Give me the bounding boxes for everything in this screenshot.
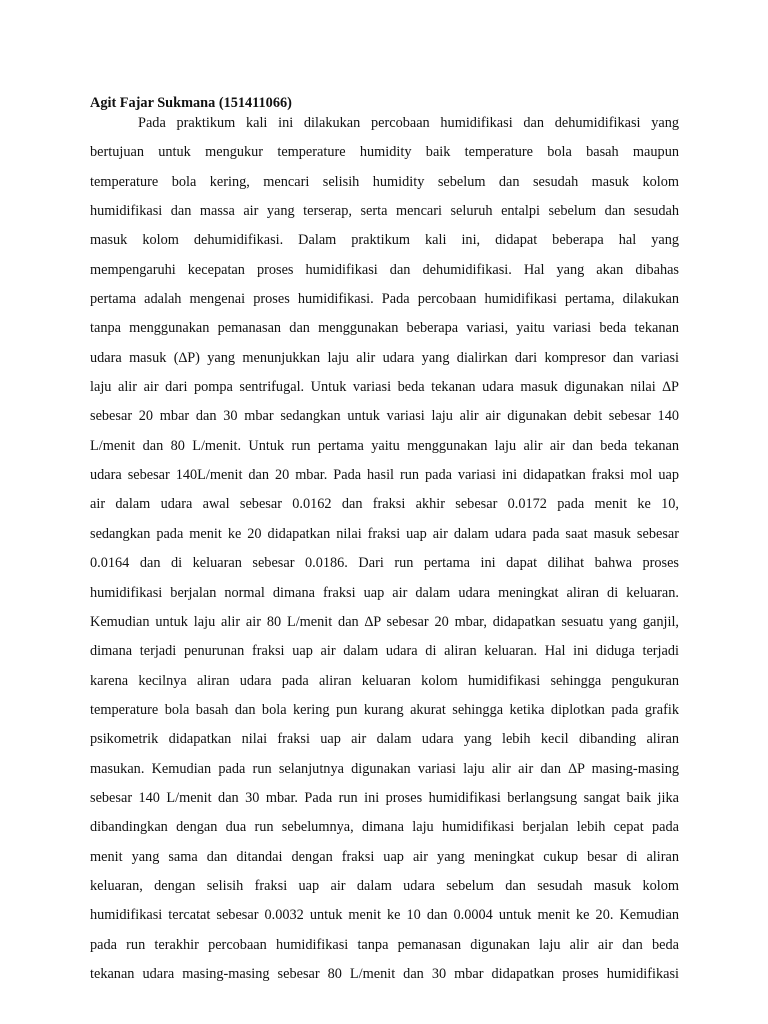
paragraph-line: udara masuk (∆P) yang menunjukkan laju alir udara yang dialirkan dari kompresor dan variasi <box>90 349 679 366</box>
paragraph-line: Kemudian untuk laju alir air 80 L/menit dan ∆P sebesar 20 mbar, didapatkan sesuatu yang ganjil, <box>90 613 679 630</box>
paragraph-line: laju alir air dari pompa sentrifugal. Untuk variasi beda tekanan udara masuk digunakan nilai ∆P <box>90 379 679 396</box>
paragraph-line: tanpa menggunakan pemanasan dan menggunakan beberapa variasi, yaitu variasi beda tekanan <box>90 320 679 337</box>
paragraph-line: sebesar 140 L/menit dan 30 mbar. Pada run ini proses humidifikasi berlangsung sangat baik jika <box>90 789 679 806</box>
paragraph-line: dibandingkan dengan dua run sebelumnya, dimana laju humidifikasi berjalan lebih cepat pada <box>90 819 679 836</box>
paragraph-line: temperature bola kering, mencari selisih humidity sebelum dan sesudah masuk kolom <box>90 173 679 190</box>
paragraph-line: humidifikasi berjalan normal dimana fraksi uap air dalam udara meningkat aliran di keluaran. <box>90 584 679 601</box>
paragraph-line: 0.0164 dan di keluaran sebesar 0.0186. Dari run pertama ini dapat dilihat bahwa proses <box>90 555 679 572</box>
paragraph-line: masuk kolom dehumidifikasi. Dalam praktikum kali ini, didapat beberapa hal yang <box>90 232 679 249</box>
paragraph-line: menit yang sama dan ditandai dengan fraksi uap air yang meningkat cukup besar di aliran <box>90 848 679 865</box>
paragraph-line: humidifikasi tercatat sebesar 0.0032 untuk menit ke 10 dan 0.0004 untuk menit ke 20. Kemudian <box>90 907 679 924</box>
paragraph-line: temperature bola basah dan bola kering pun kurang akurat sehingga ketika diplotkan pada grafik <box>90 701 679 718</box>
paragraph-line: mempengaruhi kecepatan proses humidifikasi dan dehumidifikasi. Hal yang akan dibahas <box>90 261 679 278</box>
paragraph-line: air dalam udara awal sebesar 0.0162 dan fraksi akhir sebesar 0.0172 pada menit ke 10, <box>90 496 679 513</box>
paragraph-line: psikometrik didapatkan nilai fraksi uap air dalam udara yang lebih kecil dibanding aliran <box>90 731 679 748</box>
paragraph-line: masukan. Kemudian pada run selanjutnya digunakan variasi laju alir air dan ∆P masing-masing <box>90 760 679 777</box>
paragraph-line: bertujuan untuk mengukur temperature humidity baik temperature bola basah maupun <box>90 144 679 161</box>
paragraph-line: humidifikasi dan massa air yang terserap, serta mencari seluruh entalpi sebelum dan sesudah <box>90 203 679 220</box>
paragraph-line: pertama adalah mengenai proses humidifikasi. Pada percobaan humidifikasi pertama, dilakukan <box>90 291 679 308</box>
paragraph-line: tekanan udara masing-masing sebesar 80 L/menit dan 30 mbar didapatkan proses humidifikasi <box>90 965 679 982</box>
paragraph-line: dimana terjadi penurunan fraksi uap air dalam udara di aliran keluaran. Hal ini diduga terjadi <box>90 643 679 660</box>
paragraph-line: udara sebesar 140L/menit dan 20 mbar. Pada hasil run pada variasi ini didapatkan fraksi mol uap <box>90 467 679 484</box>
body-paragraph <box>90 113 679 993</box>
paragraph-line: Pada praktikum kali ini dilakukan percobaan humidifikasi dan dehumidifikasi yang <box>138 115 679 131</box>
paragraph-line: L/menit dan 80 L/menit. Untuk run pertama yaitu menggunakan laju alir air dan beda tekanan <box>90 437 679 454</box>
paragraph-line: karena kecilnya aliran udara pada aliran keluaran kolom humidifikasi sehingga pengukuran <box>90 672 679 689</box>
paragraph-line: sebesar 20 mbar dan 30 mbar sedangkan untuk variasi laju alir air digunakan debit sebesar 140 <box>90 408 679 425</box>
author-heading: Agit Fajar Sukmana (151411066) <box>90 95 292 111</box>
paragraph-line: pada run terakhir percobaan humidifikasi tanpa pemanasan digunakan laju alir air dan beda <box>90 936 679 953</box>
paragraph-line: sedangkan pada menit ke 20 didapatkan nilai fraksi uap air dalam udara pada saat masuk sebesar <box>90 525 679 542</box>
paragraph-line: keluaran, dengan selisih fraksi uap air dalam udara sebelum dan sesudah masuk kolom <box>90 877 679 894</box>
